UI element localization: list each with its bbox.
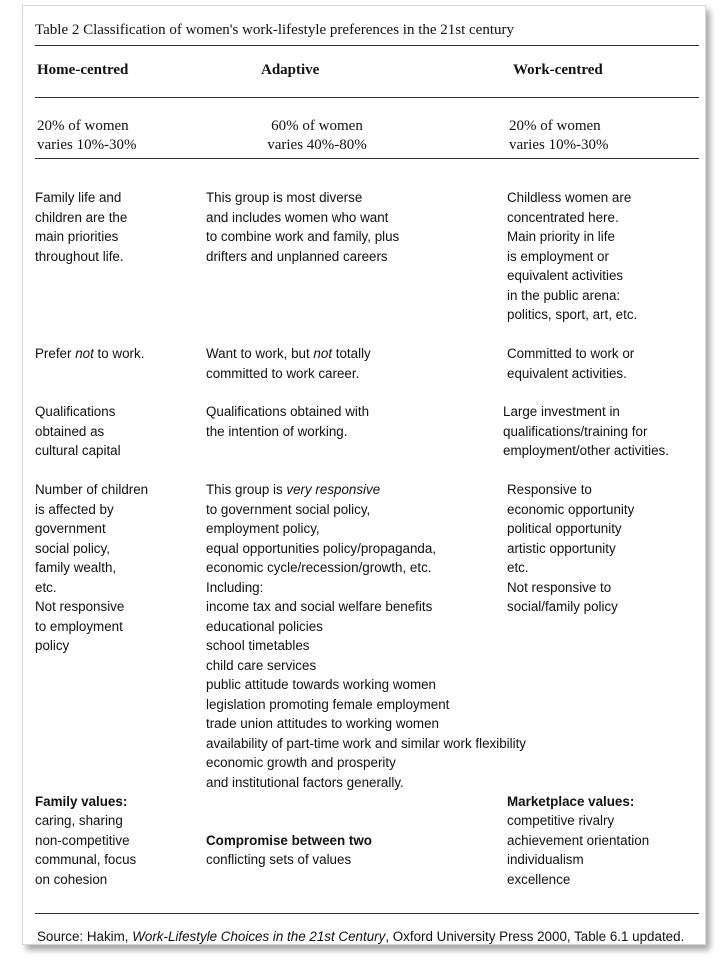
priorities-home-centred: Family life and children are the main priorities throughout life. [35, 190, 128, 264]
values-list-adaptive: conflicting sets of values [206, 852, 352, 867]
priorities-work-centred: Childless women are concentrated here. Main priority in life is employment or equivalent activities in the public arena: politics, sport, art, etc. [507, 190, 638, 322]
values-list-home-centred: caring, sharing non-competitive communal, focus on cohesion [35, 813, 137, 887]
bottom-rule [35, 913, 699, 914]
values-list-work-centred: competitive rivalry achievement orientation individualism excellence [507, 813, 650, 887]
top-rule [35, 45, 699, 46]
policy-response-work-centred: Responsive to economic opportunity political opportunity artistic opportunity etc. Not responsive to social/family policy [507, 482, 635, 614]
policy-response-adaptive: This group is very responsive to government social policy, employment policy, equal opportunities policy/propaganda, economic cycle/recession/growth, etc. Including: income tax and social welfare benefits educational policies school timetables child care services public attitude towards working women legislation promoting female employment trade union attitudes to working women availability of part-time work and similar work flexibility economic growth and prosperity and institutional factors generally. [206, 482, 526, 790]
header-home-centred: Home-centred [37, 62, 129, 78]
share-adaptive: 60% of women varies 40%-80% [267, 118, 367, 153]
work-attitude-work-centred: Committed to work or equivalent activities. [507, 346, 635, 381]
header-work-centred: Work-centred [513, 62, 603, 78]
work-attitude-home-centred: Prefer not to work. [35, 346, 145, 361]
qualifications-work-centred: Large investment in qualifications/training for employment/other activities. [503, 404, 669, 458]
values-title-work-centred: Marketplace values: [507, 794, 635, 809]
share-home-centred: 20% of women varies 10%-30% [37, 118, 137, 153]
table-document [22, 5, 706, 945]
work-attitude-adaptive: Want to work, but not totally committed to work career. [206, 346, 371, 381]
share-work-centred: 20% of women varies 10%-30% [509, 118, 609, 153]
header-adaptive: Adaptive [261, 62, 320, 78]
values-title-adaptive: Compromise between two [206, 833, 372, 848]
share-rule [35, 158, 699, 159]
source-note: Source: Hakim, Work-Lifestyle Choices in the 21st Century, Oxford University Press 2000, Table 6.1 updated. [37, 929, 685, 944]
values-title-home-centred: Family values: [35, 794, 128, 809]
policy-response-home-centred: Number of children is affected by government social policy, family wealth, etc. Not responsive to employment policy [35, 482, 149, 653]
qualifications-home-centred: Qualifications obtained as cultural capital [35, 404, 121, 458]
table-caption: Table 2 Classification of women's work-lifestyle preferences in the 21st century [35, 22, 515, 38]
priorities-adaptive: This group is most diverse and includes women who want to combine work and family, plus drifters and unplanned careers [206, 190, 400, 264]
header-rule [35, 97, 699, 98]
qualifications-adaptive: Qualifications obtained with the intention of working. [206, 404, 370, 439]
